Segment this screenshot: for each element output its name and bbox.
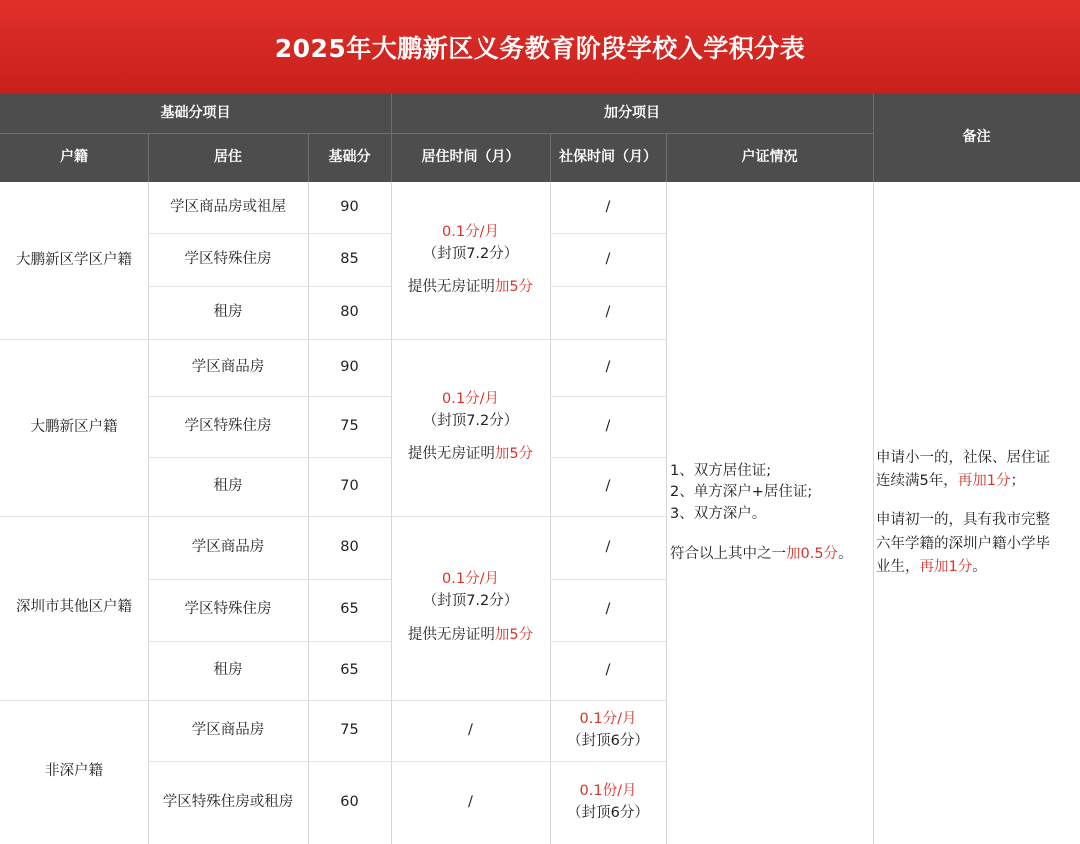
no-house-bonus xyxy=(408,277,533,299)
no-house-bonus-value: 加5分 xyxy=(494,626,534,643)
header-base-group-label: 基础分项目 xyxy=(160,104,231,121)
header-divider xyxy=(0,133,873,134)
residence-cap: （封顶7.2分） xyxy=(422,593,519,610)
social-time-value: / xyxy=(605,303,611,320)
residence-cell xyxy=(148,182,308,233)
header-huzheng xyxy=(666,133,873,182)
notes-cell xyxy=(873,182,1080,844)
social-time-value: / xyxy=(605,601,611,618)
social-cap: （封顶6分） xyxy=(567,804,649,821)
header-residence-time-label: 居住时间（月） xyxy=(421,149,520,165)
social-time-cell xyxy=(550,457,666,516)
header-notes xyxy=(873,93,1080,182)
social-time-value: / xyxy=(605,198,611,215)
huzheng-list xyxy=(670,461,853,566)
hukou-label: 深圳市其他区户籍 xyxy=(16,599,132,616)
huzheng-rule-value: 加0.5分 xyxy=(786,545,839,562)
header-social-time xyxy=(550,133,666,182)
social-time-cell xyxy=(550,641,666,700)
social-time-cell xyxy=(550,579,666,641)
residence-label: 学区商品房 xyxy=(191,538,265,555)
hukou-label: 大鹏新区户籍 xyxy=(30,418,118,435)
header-divider xyxy=(873,93,874,182)
residence-cell xyxy=(148,516,308,579)
no-house-bonus-value: 加5分 xyxy=(494,279,534,296)
residence-time-cell xyxy=(391,700,550,761)
social-rate: 0.1分/月 xyxy=(579,710,637,727)
note-text: 业生， xyxy=(876,558,920,575)
base-score-cell xyxy=(308,182,391,233)
social-time-cell xyxy=(550,396,666,457)
residence-cell xyxy=(148,700,308,761)
residence-cap: （封顶7.2分） xyxy=(422,412,519,429)
social-rate: 0.1份/月 xyxy=(579,782,637,799)
hukou-cell xyxy=(0,700,148,844)
header-hukou-label: 户籍 xyxy=(60,149,88,165)
page-title: 2025年大鹏新区义务教育阶段学校入学积分表 xyxy=(274,33,806,63)
base-score-value: 60 xyxy=(340,793,359,810)
header-base-score-label: 基础分 xyxy=(328,149,371,165)
base-score-cell xyxy=(308,579,391,641)
header-divider xyxy=(391,93,392,182)
base-score-cell xyxy=(308,339,391,396)
social-time-value: / xyxy=(605,250,611,267)
base-score-cell xyxy=(308,396,391,457)
residence-cell xyxy=(148,579,308,641)
header-huzheng-label: 户证情况 xyxy=(741,149,798,165)
huzheng-rule-end: 。 xyxy=(838,545,853,562)
no-house-bonus-text: 提供无房证明 xyxy=(407,446,495,463)
header-divider xyxy=(148,133,149,182)
note-line: 申请小一的，社保、居住证 xyxy=(876,450,1050,467)
residence-cell xyxy=(148,457,308,516)
residence-rate: 0.1分/月 xyxy=(442,390,499,407)
huzheng-item: 2、单方深户+居住证; xyxy=(670,484,813,501)
residence-cell xyxy=(148,641,308,700)
header-notes-label: 备注 xyxy=(962,129,991,145)
note-line: 申请初一的，具有我市完整 xyxy=(876,512,1050,529)
huzheng-rule xyxy=(670,544,853,566)
residence-cell xyxy=(148,339,308,396)
base-score-value: 90 xyxy=(340,358,359,375)
residence-cap: （封顶7.2分） xyxy=(422,245,519,262)
note-line xyxy=(876,470,1050,493)
social-time-cell xyxy=(550,339,666,396)
huzheng-cell xyxy=(666,182,873,844)
points-table xyxy=(0,93,1080,844)
social-time-cell xyxy=(550,516,666,579)
residence-label: 租房 xyxy=(213,303,243,320)
no-house-bonus-text: 提供无房证明 xyxy=(407,626,495,643)
base-score-cell xyxy=(308,516,391,579)
residence-time-value: / xyxy=(468,721,473,738)
social-time-value: / xyxy=(605,661,611,678)
note-end: ； xyxy=(1010,473,1025,490)
residence-cell xyxy=(148,233,308,286)
huzheng-item: 1、双方居住证; xyxy=(670,462,772,479)
header-hukou xyxy=(0,133,148,182)
note-line xyxy=(876,556,1050,579)
note-line: 六年学籍的深圳户籍小学毕 xyxy=(876,535,1050,552)
base-score-value: 70 xyxy=(340,477,359,494)
residence-label: 学区特殊住房 xyxy=(184,417,272,434)
social-time-cell xyxy=(550,182,666,233)
social-bonus-cell xyxy=(550,700,666,761)
social-time-value: / xyxy=(605,477,611,494)
residence-rate: 0.1分/月 xyxy=(442,571,499,588)
residence-bonus-cell xyxy=(391,516,550,700)
residence-label: 学区商品房或祖屋 xyxy=(170,198,286,215)
residence-label: 学区商品房 xyxy=(191,358,265,375)
residence-rate: 0.1分/月 xyxy=(442,223,499,240)
social-time-value: / xyxy=(605,417,611,434)
base-score-cell xyxy=(308,286,391,339)
header-divider xyxy=(308,133,309,182)
social-time-cell xyxy=(550,233,666,286)
residence-cell xyxy=(148,286,308,339)
base-score-value: 65 xyxy=(340,601,359,618)
residence-time-value: / xyxy=(468,793,473,810)
residence-cell xyxy=(148,761,308,844)
hukou-cell xyxy=(0,516,148,700)
note-bonus: 再加1分 xyxy=(919,558,973,575)
header-residence xyxy=(148,133,308,182)
huzheng-item: 3、双方深户。 xyxy=(670,506,767,522)
base-score-cell xyxy=(308,457,391,516)
note-end: 。 xyxy=(972,558,987,575)
base-score-cell xyxy=(308,233,391,286)
base-score-value: 75 xyxy=(340,721,359,738)
base-score-value: 80 xyxy=(340,538,359,555)
huzheng-rule-text: 符合以上其中之一 xyxy=(670,545,786,562)
header-base-group xyxy=(0,93,391,133)
no-house-bonus-value: 加5分 xyxy=(494,446,534,463)
residence-label: 学区特殊住房或租房 xyxy=(162,793,294,810)
residence-cell xyxy=(148,396,308,457)
hukou-label: 大鹏新区学区户籍 xyxy=(16,251,132,268)
no-house-bonus-text: 提供无房证明 xyxy=(407,279,495,296)
base-score-value: 85 xyxy=(340,250,359,267)
base-score-value: 65 xyxy=(340,661,359,678)
header-bonus-group xyxy=(391,93,873,133)
base-score-cell xyxy=(308,641,391,700)
base-score-cell xyxy=(308,761,391,844)
base-score-cell xyxy=(308,700,391,761)
base-score-value: 80 xyxy=(340,303,359,320)
hukou-cell xyxy=(0,182,148,339)
header-divider xyxy=(666,133,667,182)
header-residence-time xyxy=(391,133,550,182)
residence-label: 学区特殊住房 xyxy=(184,601,272,618)
residence-bonus-cell xyxy=(391,339,550,516)
social-time-value: / xyxy=(605,358,611,375)
no-house-bonus xyxy=(408,625,533,647)
residence-label: 租房 xyxy=(213,661,243,678)
social-time-cell xyxy=(550,286,666,339)
header-base-score xyxy=(308,133,391,182)
base-score-value: 75 xyxy=(340,417,359,434)
header-social-time-label: 社保时间（月） xyxy=(559,149,657,165)
residence-label: 学区商品房 xyxy=(191,721,265,738)
note-bonus: 再加1分 xyxy=(957,473,1011,490)
title-bar xyxy=(0,0,1080,93)
social-cap: （封顶6分） xyxy=(567,732,649,749)
no-house-bonus xyxy=(408,444,533,466)
hukou-label: 非深户籍 xyxy=(45,763,103,780)
header-residence-label: 居住 xyxy=(214,149,242,165)
header-divider xyxy=(550,133,551,182)
notes-text xyxy=(876,447,1050,579)
residence-time-cell xyxy=(391,761,550,844)
social-bonus-cell xyxy=(550,761,666,844)
header-bonus-group-label: 加分项目 xyxy=(604,104,660,121)
base-score-value: 90 xyxy=(340,198,359,215)
residence-label: 学区特殊住房 xyxy=(184,250,272,267)
residence-bonus-cell xyxy=(391,182,550,339)
hukou-cell xyxy=(0,339,148,516)
residence-label: 租房 xyxy=(213,477,243,494)
note-text: 连续满5年， xyxy=(876,473,958,490)
social-time-value: / xyxy=(605,538,611,555)
